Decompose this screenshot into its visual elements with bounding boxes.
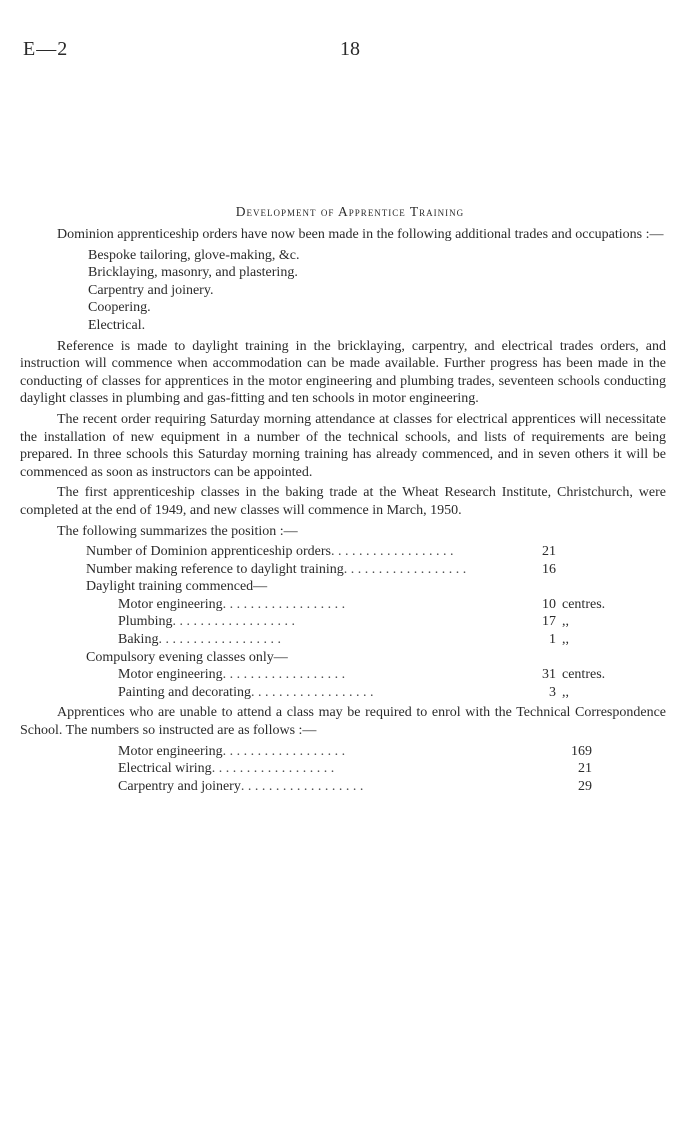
trade-item: Bricklaying, masonry, and plastering. xyxy=(88,265,298,281)
leader-dots: . . . . . . . . . . . . . . . . . . xyxy=(158,632,281,648)
leader-dots: . . . . . . . . . . . . . . . . . . xyxy=(343,561,467,577)
summary-intro: The following summarizes the position :— xyxy=(57,523,298,539)
leader-dots: . . . . . . . . . . . . . . . . . . xyxy=(222,743,346,759)
summary-value: 31 xyxy=(542,667,556,683)
leader-dots: . . . . . . . . . . . . . . . . . . xyxy=(172,614,295,630)
summary-table xyxy=(20,543,626,701)
trade-item: Bespoke tailoring, glove-making, &c. xyxy=(88,247,300,263)
correspondence-value: 21 xyxy=(578,761,592,777)
summary-value: 10 xyxy=(542,596,556,612)
trade-item: Coopering. xyxy=(88,300,151,316)
summary-subheading: Compulsory evening classes only— xyxy=(86,649,288,665)
summary-label: Motor engineering xyxy=(118,596,223,612)
trade-item: Carpentry and joinery. xyxy=(88,282,214,298)
summary-row xyxy=(86,684,626,702)
summary-label: Number making reference to daylight training xyxy=(86,561,344,577)
summary-row xyxy=(86,596,626,614)
correspondence-label: Carpentry and joinery xyxy=(118,778,241,794)
saturday-training-paragraph: The recent order requiring Saturday morning attendance at classes for electrical apprentices will necessitate the installation of new equipment in a number of the technical schools, and lists of requirements are being prepared. In three schools this Saturday morning training has already commenced, and in seven others it will be commenced as soon as instructors can be appointed. xyxy=(20,411,666,480)
leader-dots: . . . . . . . . . . . . . . . . . . xyxy=(330,544,454,560)
summary-label: Baking xyxy=(118,632,159,648)
baking-classes-paragraph: The first apprenticeship classes in the baking trade at the Wheat Research Institute, Christchurch, were completed at the end of 1949, and new classes will commence in March, 1950. xyxy=(20,485,666,518)
correspondence-table xyxy=(20,743,592,796)
document-body xyxy=(20,226,666,795)
correspondence-row xyxy=(118,743,592,761)
daylight-training-paragraph: Reference is made to daylight training in the bricklaying, carpentry, and electrical trades orders, and instruction will commence when accommodation can be made available. Further progress has been made in the conducting of classes for apprentices in the motor engineering and plumbing trades, seventeen schools conducting daylight classes in plumbing and gas-fitting and ten schools in motor engineering. xyxy=(20,338,666,407)
summary-label: Number of Dominion apprenticeship orders xyxy=(86,544,331,560)
summary-row xyxy=(86,543,626,561)
section-reference: E—2 xyxy=(23,38,69,60)
summary-unit: ,, xyxy=(562,632,569,648)
leader-dots: . . . . . . . . . . . . . . . . . . xyxy=(211,761,335,777)
summary-value: 17 xyxy=(542,614,556,630)
summary-value: 1 xyxy=(549,632,556,648)
leader-dots: . . . . . . . . . . . . . . . . . . xyxy=(222,667,346,683)
summary-unit: ,, xyxy=(562,614,569,630)
summary-value: 16 xyxy=(542,561,556,577)
summary-row xyxy=(86,666,626,684)
leader-dots: . . . . . . . . . . . . . . . . . . xyxy=(222,596,346,612)
summary-subheading: Daylight training commenced— xyxy=(86,579,268,595)
summary-label: Painting and decorating xyxy=(118,684,251,700)
summary-label: Plumbing xyxy=(118,614,173,630)
page-number: 18 xyxy=(340,38,360,60)
summary-unit: centres. xyxy=(562,667,606,683)
intro-paragraph: Dominion apprenticeship orders have now been made in the following additional trades and occupations :— xyxy=(57,227,664,242)
summary-row xyxy=(86,561,626,579)
summary-unit: centres. xyxy=(562,596,606,612)
correspondence-row xyxy=(118,778,592,796)
summary-unit: ,, xyxy=(562,684,569,700)
correspondence-label: Motor engineering xyxy=(118,743,223,759)
summary-row xyxy=(86,613,626,631)
trades-list xyxy=(20,247,666,335)
summary-value: 3 xyxy=(549,684,556,700)
leader-dots: . . . . . . . . . . . . . . . . . . xyxy=(240,778,364,794)
section-heading: Development of Apprentice Training xyxy=(235,204,465,219)
summary-row xyxy=(86,631,626,649)
summary-value: 21 xyxy=(542,544,556,560)
leader-dots: . . . . . . . . . . . . . . . . . . xyxy=(250,684,374,700)
summary-label: Motor engineering xyxy=(118,667,223,683)
correspondence-value: 169 xyxy=(571,743,592,759)
trade-item: Electrical. xyxy=(88,317,146,333)
correspondence-label: Electrical wiring xyxy=(118,761,212,777)
correspondence-value: 29 xyxy=(578,778,592,794)
correspondence-paragraph: Apprentices who are unable to attend a class may be required to enrol with the Technical Correspondence School. The numbers so instructed are as follows :— xyxy=(20,705,666,739)
correspondence-row xyxy=(118,760,592,778)
